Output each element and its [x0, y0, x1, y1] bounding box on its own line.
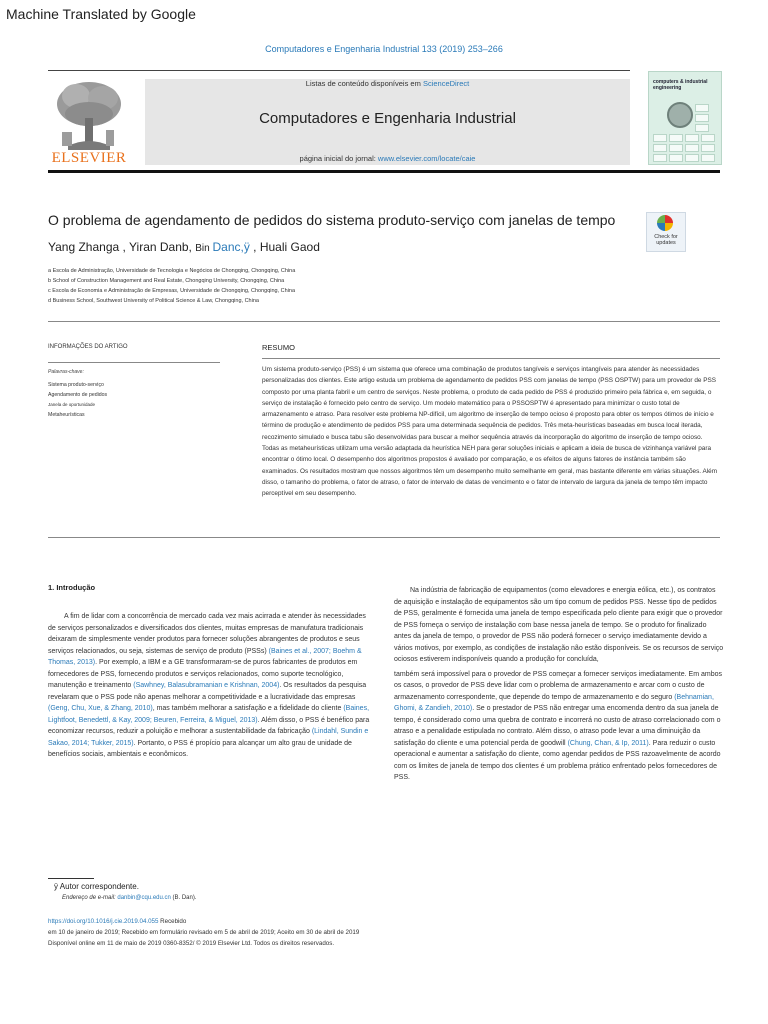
homepage-prefix: página inicial do jornal:: [299, 154, 378, 163]
email-label: Endereço de e-mail:: [62, 895, 118, 901]
doi-link[interactable]: https://doi.org/10.1016/j.cie.2019.04.055: [48, 918, 159, 925]
sciencedirect-link[interactable]: ScienceDirect: [422, 79, 470, 88]
citation-link[interactable]: (Lindahl, Sundin e Sakao, 2014; Tukker, 2015): [48, 728, 369, 747]
email-link[interactable]: danbin@cqu.edu.cn: [117, 895, 171, 901]
availability-copyright: Disponível online em 11 de maio de 2019 0360-8352/ © 2019 Elsevier Ltd. Todos os direitos reservados.: [48, 940, 335, 947]
elsevier-wordmark: ELSEVIER: [51, 150, 127, 166]
affiliation-item: b School of Construction Management and Real Estate, Chongqing University, Chongqing, China: [48, 278, 285, 284]
cover-grid-cell: [701, 154, 715, 162]
keyword-item: Agendamento de pedidos: [48, 392, 108, 398]
cover-grid-cell: [685, 154, 699, 162]
contents-prefix: Listas de conteúdo disponíveis em: [305, 79, 423, 88]
citation-link[interactable]: (Chung, Chan, & Ip, 2011): [567, 739, 649, 747]
check-for-updates-label: Check for updates: [654, 234, 678, 246]
journal-reference[interactable]: Computadores e Engenharia Industrial 133 (2019) 253–266: [265, 44, 503, 54]
author-list: [48, 240, 320, 254]
left-column: [48, 611, 372, 761]
body-text: Na indústria de fabricação de equipamentos (como elevadores e energia eólica, etc.), os contratos de aquisição e instalação de equipamentos são um tipo comum de pedidos PSS. Nesse tipo de pedidos de PSS, geralmente é fornecida uma janela de tempo especificada pelo cliente para exigir que o provedor de PSS forneça o serviço de instalação com base nessa janela de tempo. Se o produto for finalizado antes da janela de tempo, o provedor de PSS não poderá fornecer o serviço imediatamente devido a vários motivos, por exemplo, as condições de instalação não estão disponíveis. Se os recursos de serviço ociosos estiverem indisponíveis quando a produção for concluída,: [394, 587, 724, 663]
keyword-item: Sistema produto-serviço: [48, 382, 104, 388]
body-text: A fim de lidar com a concorrência de mercado cada vez mais acirrada e atender às necessidades de serviços personalizados e diversificados dos clientes, muitas empresas de manufatura tradicionais deixaram de simplesmente vender produtos para fornecer soluções abrangentes de produtos e seus serviços relacionados, ou seja, sistemas de serviço de produto (PSSs): [48, 613, 366, 655]
body-text: . Para reduzir o custo operacional e aumentar a satisfação do cliente, como agendar pedidos de PSS razoavelmente de acordo com os limites de janela de tempo dos clientes é um problema prático enfrentado pelos fornecedores de PSS.: [394, 739, 721, 781]
doi-line: [48, 916, 728, 927]
cover-grid-cell: [669, 134, 683, 142]
cover-grid-cell: [695, 114, 709, 122]
citation-link[interactable]: (Geng, Chu, Xue, & Zhang, 2010): [48, 705, 153, 712]
received-label: Recebido: [158, 918, 187, 925]
author-name: Bin: [195, 243, 213, 254]
top-divider: [48, 70, 630, 71]
cover-image-icon: [667, 102, 693, 128]
cover-grid-cell: [669, 154, 683, 162]
cover-title: computers & industrial engineering: [653, 79, 708, 91]
author-name: Yiran Danb,: [128, 240, 192, 254]
intro-paragraph: [394, 585, 724, 666]
journal-cover-thumbnail[interactable]: [648, 71, 722, 165]
intro-paragraph: [394, 669, 724, 784]
body-text: . Se o prestador de PSS não entregar uma encomenda dentro da sua janela de tempo, é considerado como uma quebra de contrato e incorrerá no custo de atraso correlacionado com o atraso e a penalidade estipulada no contrato. Além disso, o atraso pode levar a uma diminuição da satisfação do cliente e uma potencial perda de goodwill: [394, 705, 721, 747]
corresponding-author-link[interactable]: Danc,ÿ: [212, 240, 250, 254]
article-info-heading: INFORMAÇÕES DO ARTIGO: [48, 344, 128, 350]
citation-link[interactable]: (Baines et al., 2007; Boehm & Thomas, 2013): [48, 647, 362, 666]
abstract-end-divider: [48, 537, 720, 538]
intro-paragraph: [48, 611, 372, 761]
section-divider: [48, 321, 720, 322]
email-line: [62, 895, 197, 901]
affiliation-item: a Escola de Administração, Universidade de Tecnologia e Negócios de Chongqing, Chongqing, China: [48, 268, 296, 274]
keyword-item: Janela de oportunidade: [48, 402, 96, 407]
journal-homepage-line: [145, 154, 630, 163]
citation-link[interactable]: (Baines, Lightfoot, Benedettl, & Kay, 2009; Beuren, Ferreira, & Miguel, 2013): [48, 705, 370, 724]
body-text: . Os resultados da pesquisa revelaram que o PSS pode não apenas melhorar a competitividade e a lucratividade das empresas: [48, 682, 367, 701]
cover-grid-cell: [653, 144, 667, 152]
body-text: . Além disso, o PSS é benéfico para economizar recursos, reduzir a poluição e melhorar a sustentabilidade da fabricação: [48, 716, 370, 735]
keyword-list: [48, 380, 107, 420]
keyword-item: Metaheurísticas: [48, 412, 85, 418]
cover-grid-cell: [695, 124, 709, 132]
machine-translation-banner: Machine Translated by Google: [6, 6, 196, 22]
header-thick-divider: [48, 170, 720, 173]
body-text: também será impossível para o provedor de PSS começar a fornecer serviços imediatamente. Em ambos os casos, o provedor de PSS deve lidar com o problema de armazenamento e arcar com o custo de armazenamento correspondente, que depende do tempo de armazenamento e do seguro: [394, 670, 722, 701]
body-text: . Portanto, o PSS é propício para alcançar um alto grau de unidade de benefícios sociais, ambientais e econômicos.: [48, 739, 352, 758]
cover-grid-cell: [653, 134, 667, 142]
cover-grid-cell: [701, 144, 715, 152]
footnote-divider: [48, 878, 94, 879]
abstract-heading: RESUMO: [262, 343, 295, 352]
article-info-divider: [48, 362, 220, 363]
publication-info: [48, 916, 728, 949]
contents-available-line: [145, 79, 630, 88]
author-name: , Huali Gaod: [249, 240, 320, 254]
cover-grid-cell: [669, 144, 683, 152]
keywords-label: Palavras-chave:: [48, 369, 84, 375]
affiliation-item: d Business School, Southwest University of Political Science & Law, Chongqing, China: [48, 298, 259, 304]
body-text: , mas também melhorar a satisfação e a fidelidade do cliente: [152, 705, 344, 712]
cover-grid-cell: [701, 134, 715, 142]
check-for-updates-icon: [657, 215, 673, 231]
cover-grid-cell: [695, 104, 709, 112]
citation-link[interactable]: (Sawhney, Balasubramanian e Krishnan, 2004): [133, 682, 280, 689]
corresponding-author-note: ÿ Autor correspondente.: [54, 882, 139, 891]
citation-link[interactable]: (Behnamian, Ghomi, & Zandieh, 2010): [394, 693, 714, 712]
article-title: O problema de agendamento de pedidos do sistema produto-serviço com janelas de tempo: [48, 212, 616, 228]
journal-name: Computadores e Engenharia Industrial: [259, 110, 516, 127]
history-dates: em 10 de janeiro de 2019; Recebido em formulário revisado em 5 de abril de 2019; Aceito em 30 de abril de 2019: [48, 929, 360, 936]
abstract-divider: [262, 358, 720, 359]
author-name: Yang Zhanga ,: [48, 240, 126, 254]
introduction-heading: 1. Introdução: [48, 583, 96, 592]
affiliation-list: [48, 266, 295, 306]
check-for-updates-badge[interactable]: [646, 212, 686, 252]
affiliation-item: c Escola de Economia e Administração de Empresas, Universidade de Chongqing, Chongqing, China: [48, 288, 296, 294]
cover-grid-cell: [653, 154, 667, 162]
cover-grid-cell: [685, 144, 699, 152]
body-text: . Por exemplo, a IBM e a GE transformaram-se de puros fabricantes de produtos em fornecedores de PSS, fornecendo produtos e serviços relacionados, como suporte tecnológico, manutenção e treinamento: [48, 659, 358, 689]
cover-grid-cell: [685, 134, 699, 142]
email-suffix: (B. Dan).: [170, 895, 197, 901]
homepage-link[interactable]: www.elsevier.com/locate/caie: [377, 154, 476, 163]
right-column: [394, 585, 724, 784]
abstract-text: Um sistema produto-serviço (PSS) é um sistema que oferece uma combinação de produtos tangíveis e serviços intangíveis para atender às necessidades personalizadas dos clientes. Este artigo estuda um problema de agendamento de pedidos PSS com janelas de tempo (PSS OSPTW) para um provedor de PSS composto por uma planta fabril e um centro de serviços. Neste problema, o produto de cada pedido de PSS é produzido primeiro pela fábrica e, em seguida, o serviço de instalação é fornecido pelo centro de serviço. Um modelo matemático para o PSSOSPTW é apresentado para minimizar o custo total de armazenamento e atraso. Para resolver este problema NP-difícil, um algoritmo de inserção de tempo ocioso é proposto para obter os tempos ótimos de início e término de produção e atendimento de pedidos PSS para uma determinada sequência de pedidos. Três meta-heurísticas baseadas em busca local iterada, recozimento simulado e busca tabu são desenvolvidas para buscar a melhor sequência através da incorporação do algoritmo de inserção de tempo ocioso. Todas as metaheurísticas utilizam uma versão adaptada da heurística NEH para gerar soluções iniciais e aplicam a ideia de busca de vizinhança variável para encontrar o ótimo local. O desempenho dos algoritmos propostos é avaliado por comparação, e os efeitos de alguns fatores de instância também são examinados. Os resultados mostram que nossos algoritmos têm um desempenho muito semelhante em geral, mas bastante diferente em várias situações. Além disso, o tamanho do problema, o fator de atraso, o fator de intervalo de datas de vencimento e o fator de intervalo de largura da janela de tempo têm impacto perceptível em seu desempenho.: [262, 366, 718, 498]
